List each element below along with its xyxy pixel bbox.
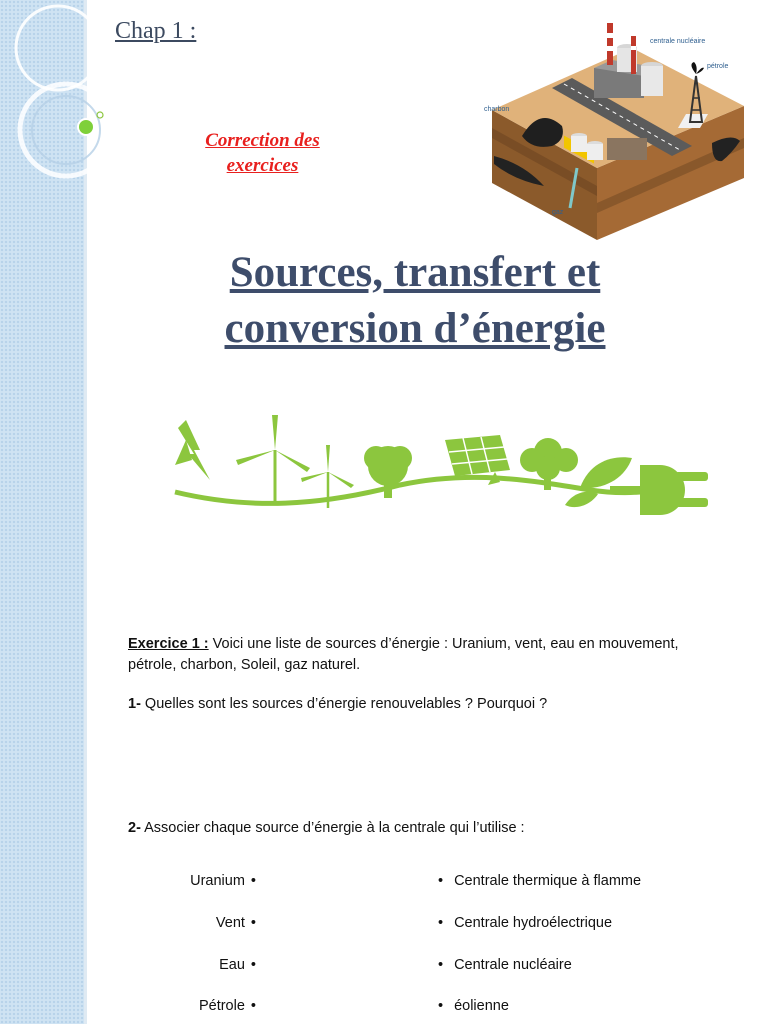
source-item: Eau • [219, 957, 256, 973]
source-item: Pétrole • [198, 998, 256, 1014]
question-2-text: Associer chaque source d’énergie à la centrale qui l’utilise : [140, 820, 525, 836]
question-1 [128, 694, 547, 715]
source-item: Uranium • [190, 873, 256, 889]
question-2-number: 2- [128, 820, 141, 836]
centrale-item: • éolienne [438, 998, 509, 1014]
centrale-item: • Centrale thermique à flamme [438, 873, 642, 889]
exercise-1-label: Exercice 1 : [128, 636, 209, 652]
centrale-item: • Centrale nucléaire [438, 957, 572, 973]
label-gas: gaz [552, 209, 564, 216]
correction-heading: Correction des exercices [205, 130, 320, 176]
centrale-item: • Centrale hydroélectrique [438, 915, 613, 931]
exercise-1-intro [128, 634, 728, 676]
label-oil: pétrole [707, 63, 729, 70]
question-1-number: 1- [128, 696, 141, 712]
label-coal: charbon [484, 106, 510, 113]
chapter-label: Chap 1 : [115, 18, 197, 44]
page-title: Sources, transfert et conversion d’énergie [224, 249, 606, 352]
question-1-text: Quelles sont les sources d’énergie renouvelables ? Pourquoi ? [140, 696, 548, 712]
exercise-1-text: Voici une liste de sources d’énergie : Uranium, vent, eau en mouvement, pétrole, charbon, Soleil, gaz naturel. [128, 636, 679, 673]
source-item: Vent • [215, 915, 256, 931]
question-2 [128, 818, 525, 839]
green-energy-banner [170, 410, 715, 528]
energy-site-illustration [482, 18, 752, 246]
label-nuclear: centrale nucléaire [650, 38, 706, 45]
